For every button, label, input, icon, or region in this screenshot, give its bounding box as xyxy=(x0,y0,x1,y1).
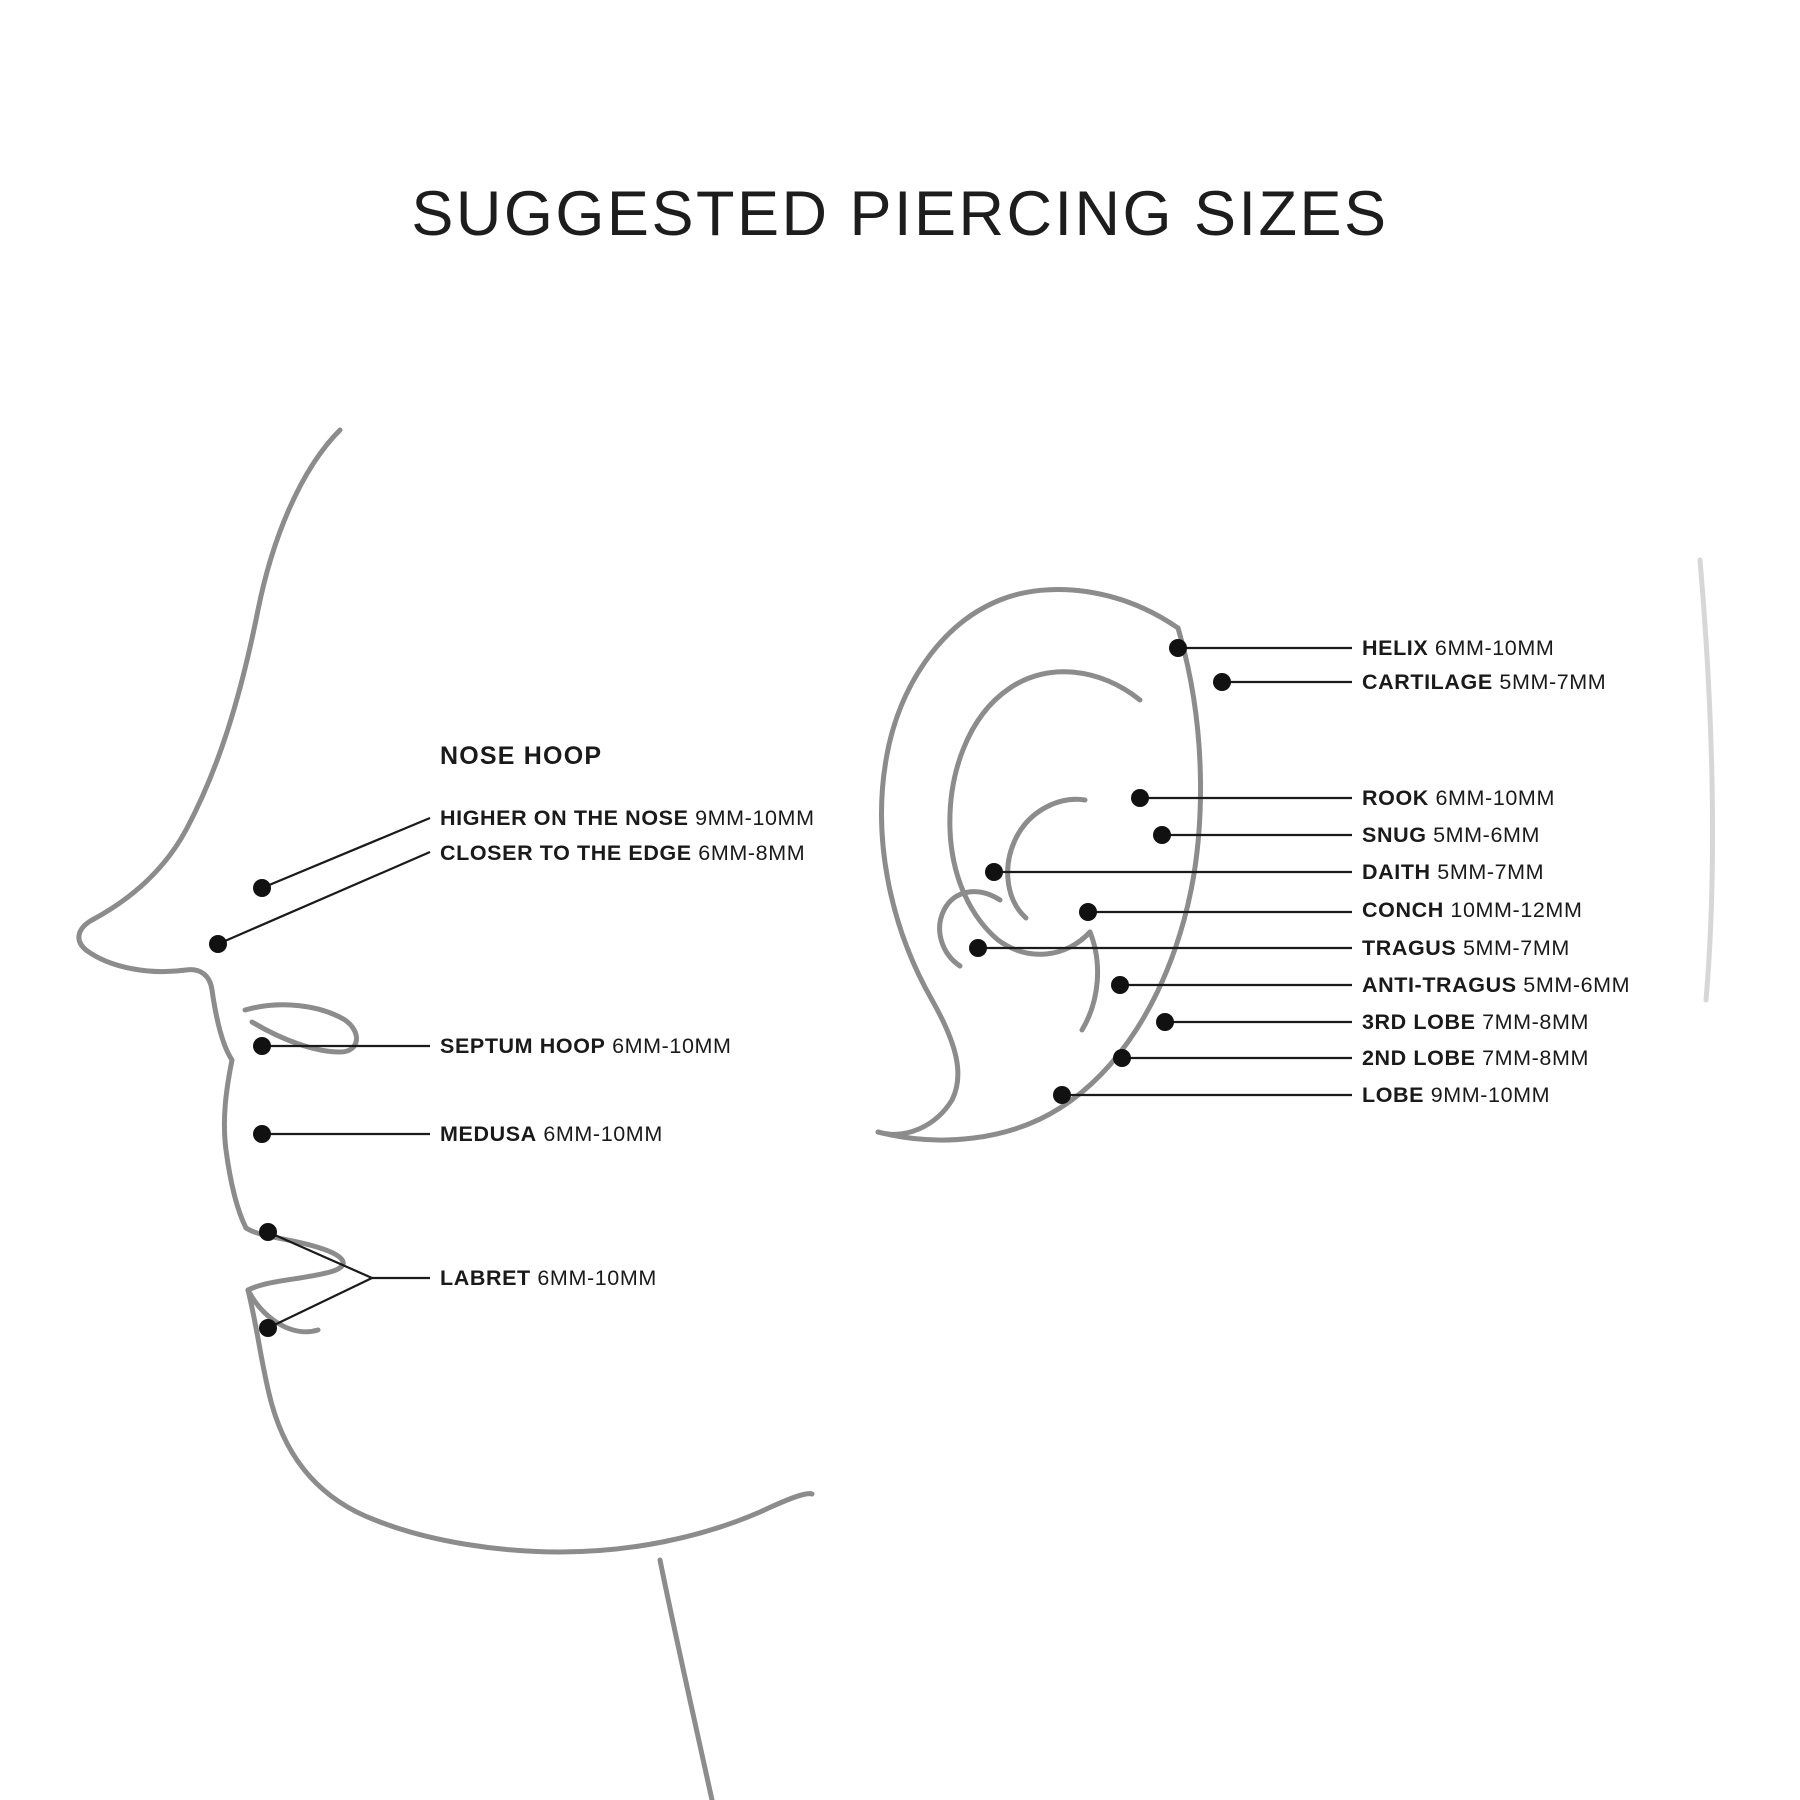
label-tragus-name: TRAGUS xyxy=(1362,936,1457,960)
label-cartilage xyxy=(1362,672,1606,694)
label-rook-size: 6MM-10MM xyxy=(1435,786,1555,810)
label-medusa-size: 6MM-10MM xyxy=(543,1122,663,1146)
label-medusa xyxy=(440,1124,663,1146)
label-tragus-size: 5MM-7MM xyxy=(1462,936,1570,960)
label-anti-tragus-size: 5MM-6MM xyxy=(1523,973,1631,997)
page-title: SUGGESTED PIERCING SIZES xyxy=(411,179,1389,249)
label-rook xyxy=(1362,788,1555,810)
label-snug-size: 5MM-6MM xyxy=(1433,823,1541,847)
label-higher-on-the-nose xyxy=(440,808,815,830)
label-cartilage-name: CARTILAGE xyxy=(1362,670,1493,694)
label-conch-size: 10MM-12MM xyxy=(1450,898,1583,922)
label-2nd-lobe xyxy=(1362,1048,1589,1070)
nose-hoop-group-title: NOSE HOOP xyxy=(440,742,603,770)
label-tragus xyxy=(1362,938,1570,960)
label-3rd-lobe xyxy=(1362,1012,1589,1034)
label-closer-to-the-edge-size: 6MM-8MM xyxy=(698,841,806,865)
label-anti-tragus xyxy=(1362,975,1630,997)
label-septum-hoop-size: 6MM-10MM xyxy=(612,1034,732,1058)
label-lobe-size: 9MM-10MM xyxy=(1430,1083,1551,1107)
label-anti-tragus-name: ANTI-TRAGUS xyxy=(1362,973,1517,997)
label-helix xyxy=(1362,638,1554,660)
label-helix-size: 6MM-10MM xyxy=(1434,636,1555,660)
label-septum-hoop xyxy=(440,1036,732,1058)
label-3rd-lobe-name: 3RD LOBE xyxy=(1362,1010,1476,1034)
label-snug-name: SNUG xyxy=(1362,823,1427,847)
label-cartilage-size: 5MM-7MM xyxy=(1499,670,1607,694)
label-conch xyxy=(1362,900,1582,922)
label-conch-name: CONCH xyxy=(1362,898,1444,922)
label-labret-size: 6MM-10MM xyxy=(537,1266,657,1290)
label-medusa-name: MEDUSA xyxy=(440,1122,537,1146)
label-higher-on-the-nose-name: HIGHER ON THE NOSE xyxy=(440,806,689,830)
label-snug xyxy=(1362,825,1540,847)
label-3rd-lobe-size: 7MM-8MM xyxy=(1482,1010,1590,1034)
label-rook-name: ROOK xyxy=(1362,786,1429,810)
label-daith-size: 5MM-7MM xyxy=(1437,860,1545,884)
face-point-markers xyxy=(209,879,277,1337)
label-helix-name: HELIX xyxy=(1362,636,1429,660)
label-lobe xyxy=(1362,1085,1550,1107)
label-septum-hoop-name: SEPTUM HOOP xyxy=(440,1034,606,1058)
label-2nd-lobe-size: 7MM-8MM xyxy=(1482,1046,1590,1070)
label-daith-name: DAITH xyxy=(1362,860,1431,884)
label-labret xyxy=(440,1268,657,1290)
label-labret-name: LABRET xyxy=(440,1266,531,1290)
label-lobe-name: LOBE xyxy=(1362,1083,1425,1107)
label-higher-on-the-nose-size: 9MM-10MM xyxy=(695,806,815,830)
label-daith xyxy=(1362,862,1544,884)
label-closer-to-the-edge-name: CLOSER TO THE EDGE xyxy=(440,841,692,865)
label-closer-to-the-edge xyxy=(440,843,805,865)
label-2nd-lobe-name: 2ND LOBE xyxy=(1362,1046,1476,1070)
